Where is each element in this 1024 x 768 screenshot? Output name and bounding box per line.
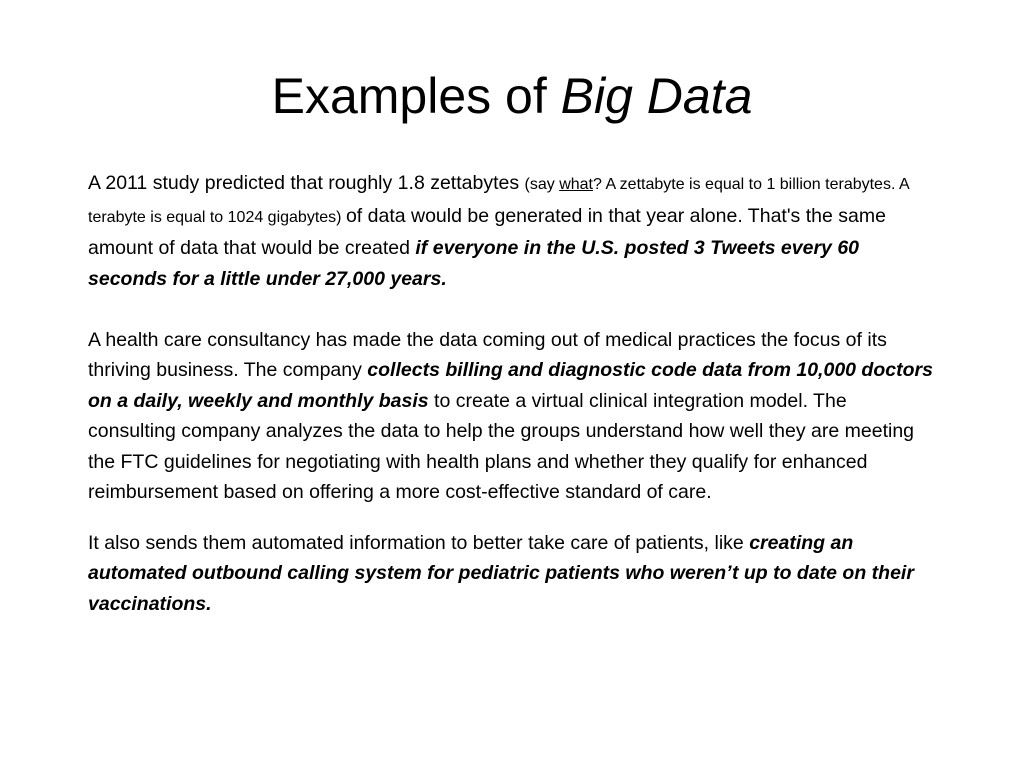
title-prefix: Examples of (271, 68, 561, 124)
slide-title (0, 64, 1024, 128)
p3-emphasis: creating an automated outbound calling system for pediatric patients who weren’t up to date on their vaccinations. (88, 531, 914, 615)
p2-text1: A health care consultancy has made the data coming out of medical practices the focus of its thriving business. The company (88, 328, 887, 381)
paragraph-automated-info (88, 528, 938, 620)
title-emphasis: Big Data (560, 68, 753, 124)
p2-emphasis: collects billing and diagnostic code data from 10,000 doctors on a daily, weekly and monthly basis (88, 359, 933, 412)
p1-text1: A 2011 study predicted that roughly 1.8 zettabytes (88, 172, 525, 194)
paragraph-zettabytes (88, 168, 938, 294)
p1-text2: of data would be generated in that year alone. That's the same amount of data that would be created (88, 204, 886, 259)
p3-text1: It also sends them automated information to better take care of patients, like (88, 531, 750, 554)
p1-aside-rest: ? A zettabyte is equal to 1 billion terabytes. A terabyte is equal to 1024 gigabytes) (88, 176, 909, 226)
paragraph-health-care (88, 325, 938, 508)
p1-emphasis: if everyone in the U.S. posted 3 Tweets every 60 seconds for a little under 27,000 years. (88, 237, 860, 290)
p1-aside-open: (say (524, 176, 560, 193)
p1-aside-underlined: what (559, 176, 593, 193)
slide-body (88, 168, 938, 619)
p2-text2: to create a virtual clinical integration model. The consulting company analyzes the data to help the groups understand how well they are meeting the FTC guidelines for negotiating with health plans and whether they qualify for enhanced reimbursement based on offering a more cost-effective standard of care. (88, 389, 915, 503)
